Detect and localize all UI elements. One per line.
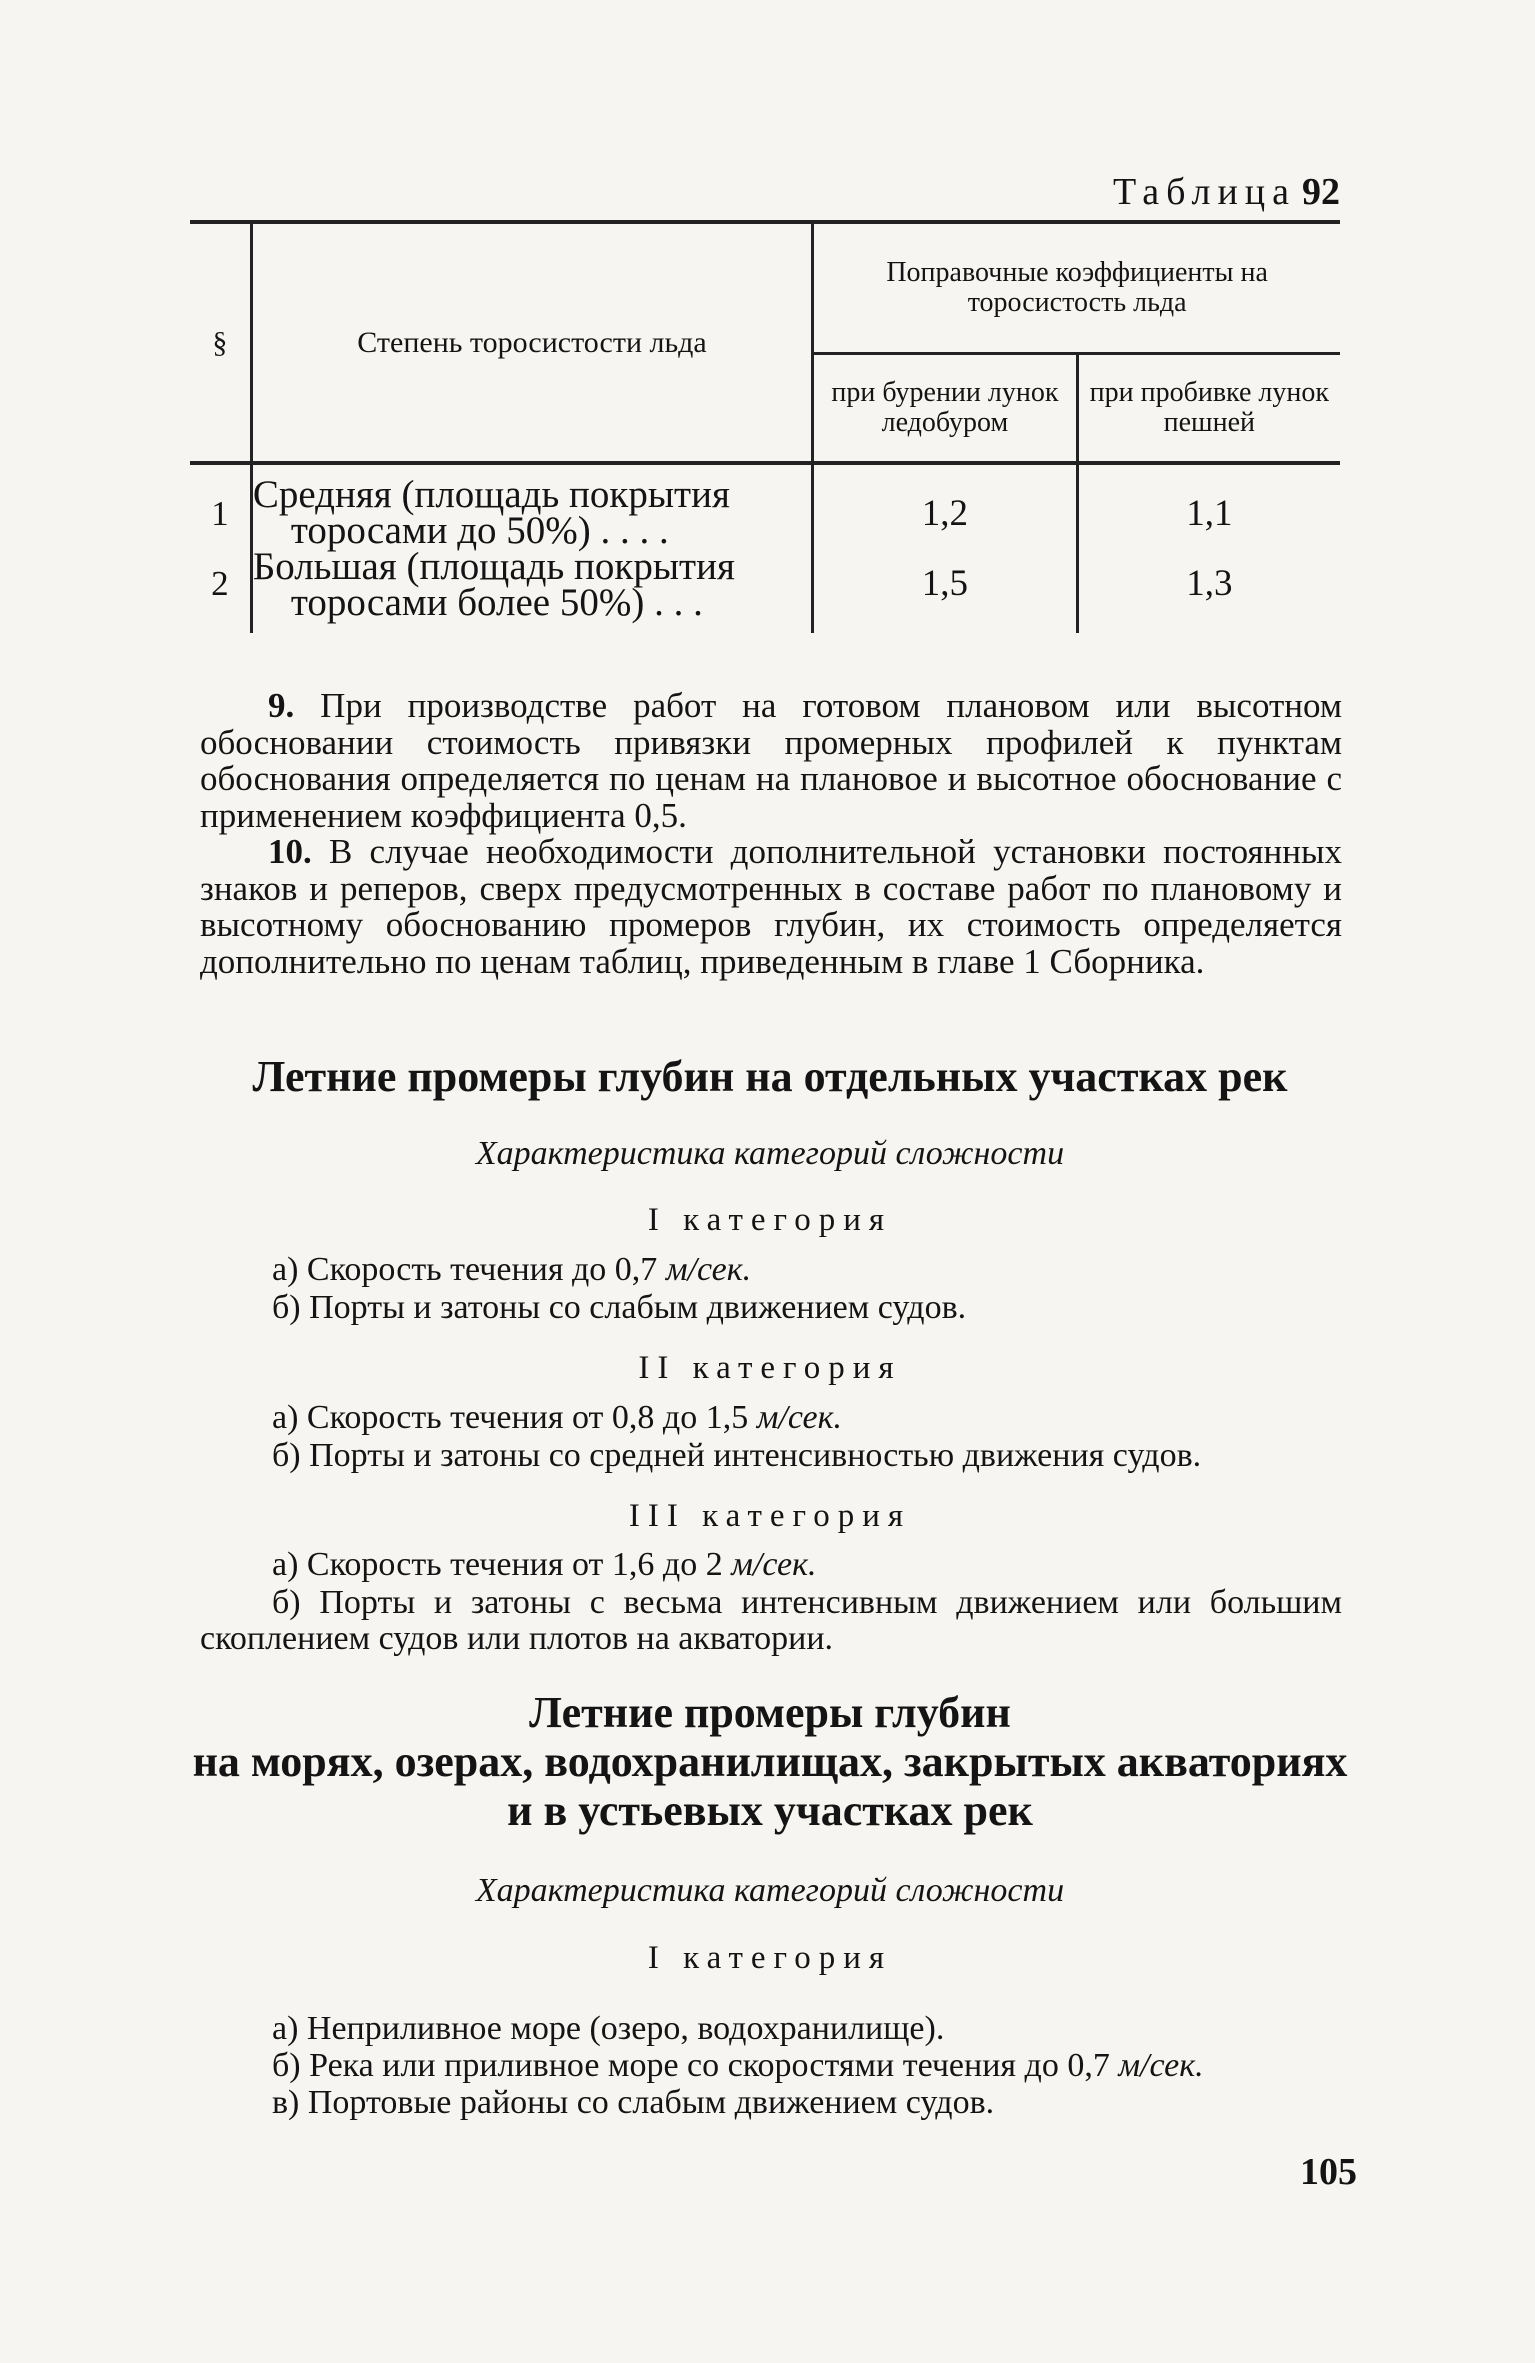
paragraph-10-number: 10.: [268, 832, 312, 871]
row-1-drill-value: 1,2: [921, 493, 969, 534]
paragraph-10: [200, 834, 1342, 980]
section2-cat1-item-c: в) Портовые районы со слабым движением судов.: [272, 2084, 995, 2121]
paragraph-9-number: 9.: [268, 686, 295, 725]
table-caption-word: Таблица: [1112, 171, 1296, 213]
paragraph-9-text: При производстве работ на готовом плановом или высотном обосновании стоимость привязки промерных профилей к пунктам обоснования определяется по ценам на плановое и высотное обоснование с применением коэффициента 0,5.: [200, 686, 1342, 835]
col-section-header: §: [190, 222, 251, 463]
row-2-pick-value: 1,3: [1186, 563, 1233, 604]
section2-cat1-item-a: а) Неприливное море (озеро, водохранилище).: [272, 2010, 945, 2047]
paragraph-9: [200, 688, 1342, 834]
paragraph-10-text: В случае необходимости дополнительной установки постоянных знаков и реперов, сверх предусмотренных в составе работ по плановому и высотному обоснованию промеров глубин, их стоимость определяется дополнительно по ценам таблиц, приведенным в главе 1 Сборника.: [200, 832, 1343, 981]
col-pick-header: при пробивке лунок пешней: [1077, 354, 1340, 464]
row-1-pick-value: 1,1: [1186, 493, 1233, 534]
row-1-number: 1: [211, 494, 229, 533]
section1-cat2-item-a: а) Скорость течения от 0,8 до 1,5 м/сек.: [272, 1399, 843, 1436]
row-2-degree-line2: торосами более 50%) . . .: [290, 581, 703, 624]
section2-heading: [140, 1688, 1400, 1835]
section1-cat1-item-b: б) Порты и затоны со слабым движением судов.: [272, 1289, 967, 1326]
section2-cat1-item-b: б) Река или приливное море со скоростями течения до 0,7 м/сек.: [272, 2047, 1204, 2084]
section1-cat2-item-b: б) Порты и затоны со средней интенсивностью движения судов.: [272, 1437, 1202, 1474]
coefficients-table: [190, 220, 1340, 633]
col-group-header: Поправочные коэффициенты на торосистость льда: [813, 222, 1340, 354]
row-2-degree-line1: Большая (площадь покрытия: [252, 545, 735, 588]
unit: м/сек.: [665, 1251, 752, 1288]
row-2-number: 2: [211, 564, 229, 603]
unit: м/сек.: [731, 1546, 817, 1583]
degree-cell: [251, 463, 812, 633]
col-drill-header: при бурении лунок ледобуром: [813, 354, 1077, 464]
unit: м/сек.: [1118, 2047, 1204, 2084]
section1-cat1-item-a: а) Скорость течения до 0,7 м/сек.: [272, 1251, 752, 1288]
section2-category-1: I категория: [647, 1940, 893, 1976]
table-body-row: [190, 463, 1340, 633]
drill-values-cell: [813, 463, 1077, 633]
unit: м/сек.: [756, 1399, 843, 1436]
row-1-degree-line2: торосами до 50%) . . . .: [290, 509, 669, 552]
section2-heading-line1: Летние промеры глубин: [529, 1688, 1011, 1737]
row-2-drill-value: 1,5: [921, 563, 969, 604]
section1-category-2: II категория: [638, 1350, 902, 1386]
table-caption-number: 92: [1302, 171, 1340, 213]
row-1-degree-line1: Средняя (площадь покрытия: [252, 473, 730, 516]
section1-category-1: I категория: [647, 1202, 893, 1238]
page-number: 105: [1300, 2151, 1357, 2193]
section1-heading: Летние промеры глубин на отдельных участках рек: [252, 1052, 1288, 1101]
col-degree-header: Степень торосистости льда: [251, 222, 812, 463]
section2-heading-line2: на морях, озерах, водохранилищах, закрытых акваториях: [192, 1737, 1348, 1786]
section-numbers-cell: [190, 463, 251, 633]
section1-cat3-item-a: а) Скорость течения от 1,6 до 2 м/сек.: [272, 1546, 817, 1583]
section2-subheading: Характеристика категорий сложности: [475, 1872, 1065, 1909]
section1-cat3-item-b: б) Порты и затоны с весьма интенсивным движением или большим скоплением судов или плотов на акватории.: [200, 1584, 1342, 1657]
section2-heading-line3: и в устьевых участках рек: [507, 1786, 1033, 1835]
section1-category-3: III категория: [628, 1498, 912, 1534]
section1-subheading: Характеристика категорий сложности: [475, 1135, 1065, 1172]
table-caption: [1113, 170, 1340, 214]
pick-values-cell: [1077, 463, 1340, 633]
